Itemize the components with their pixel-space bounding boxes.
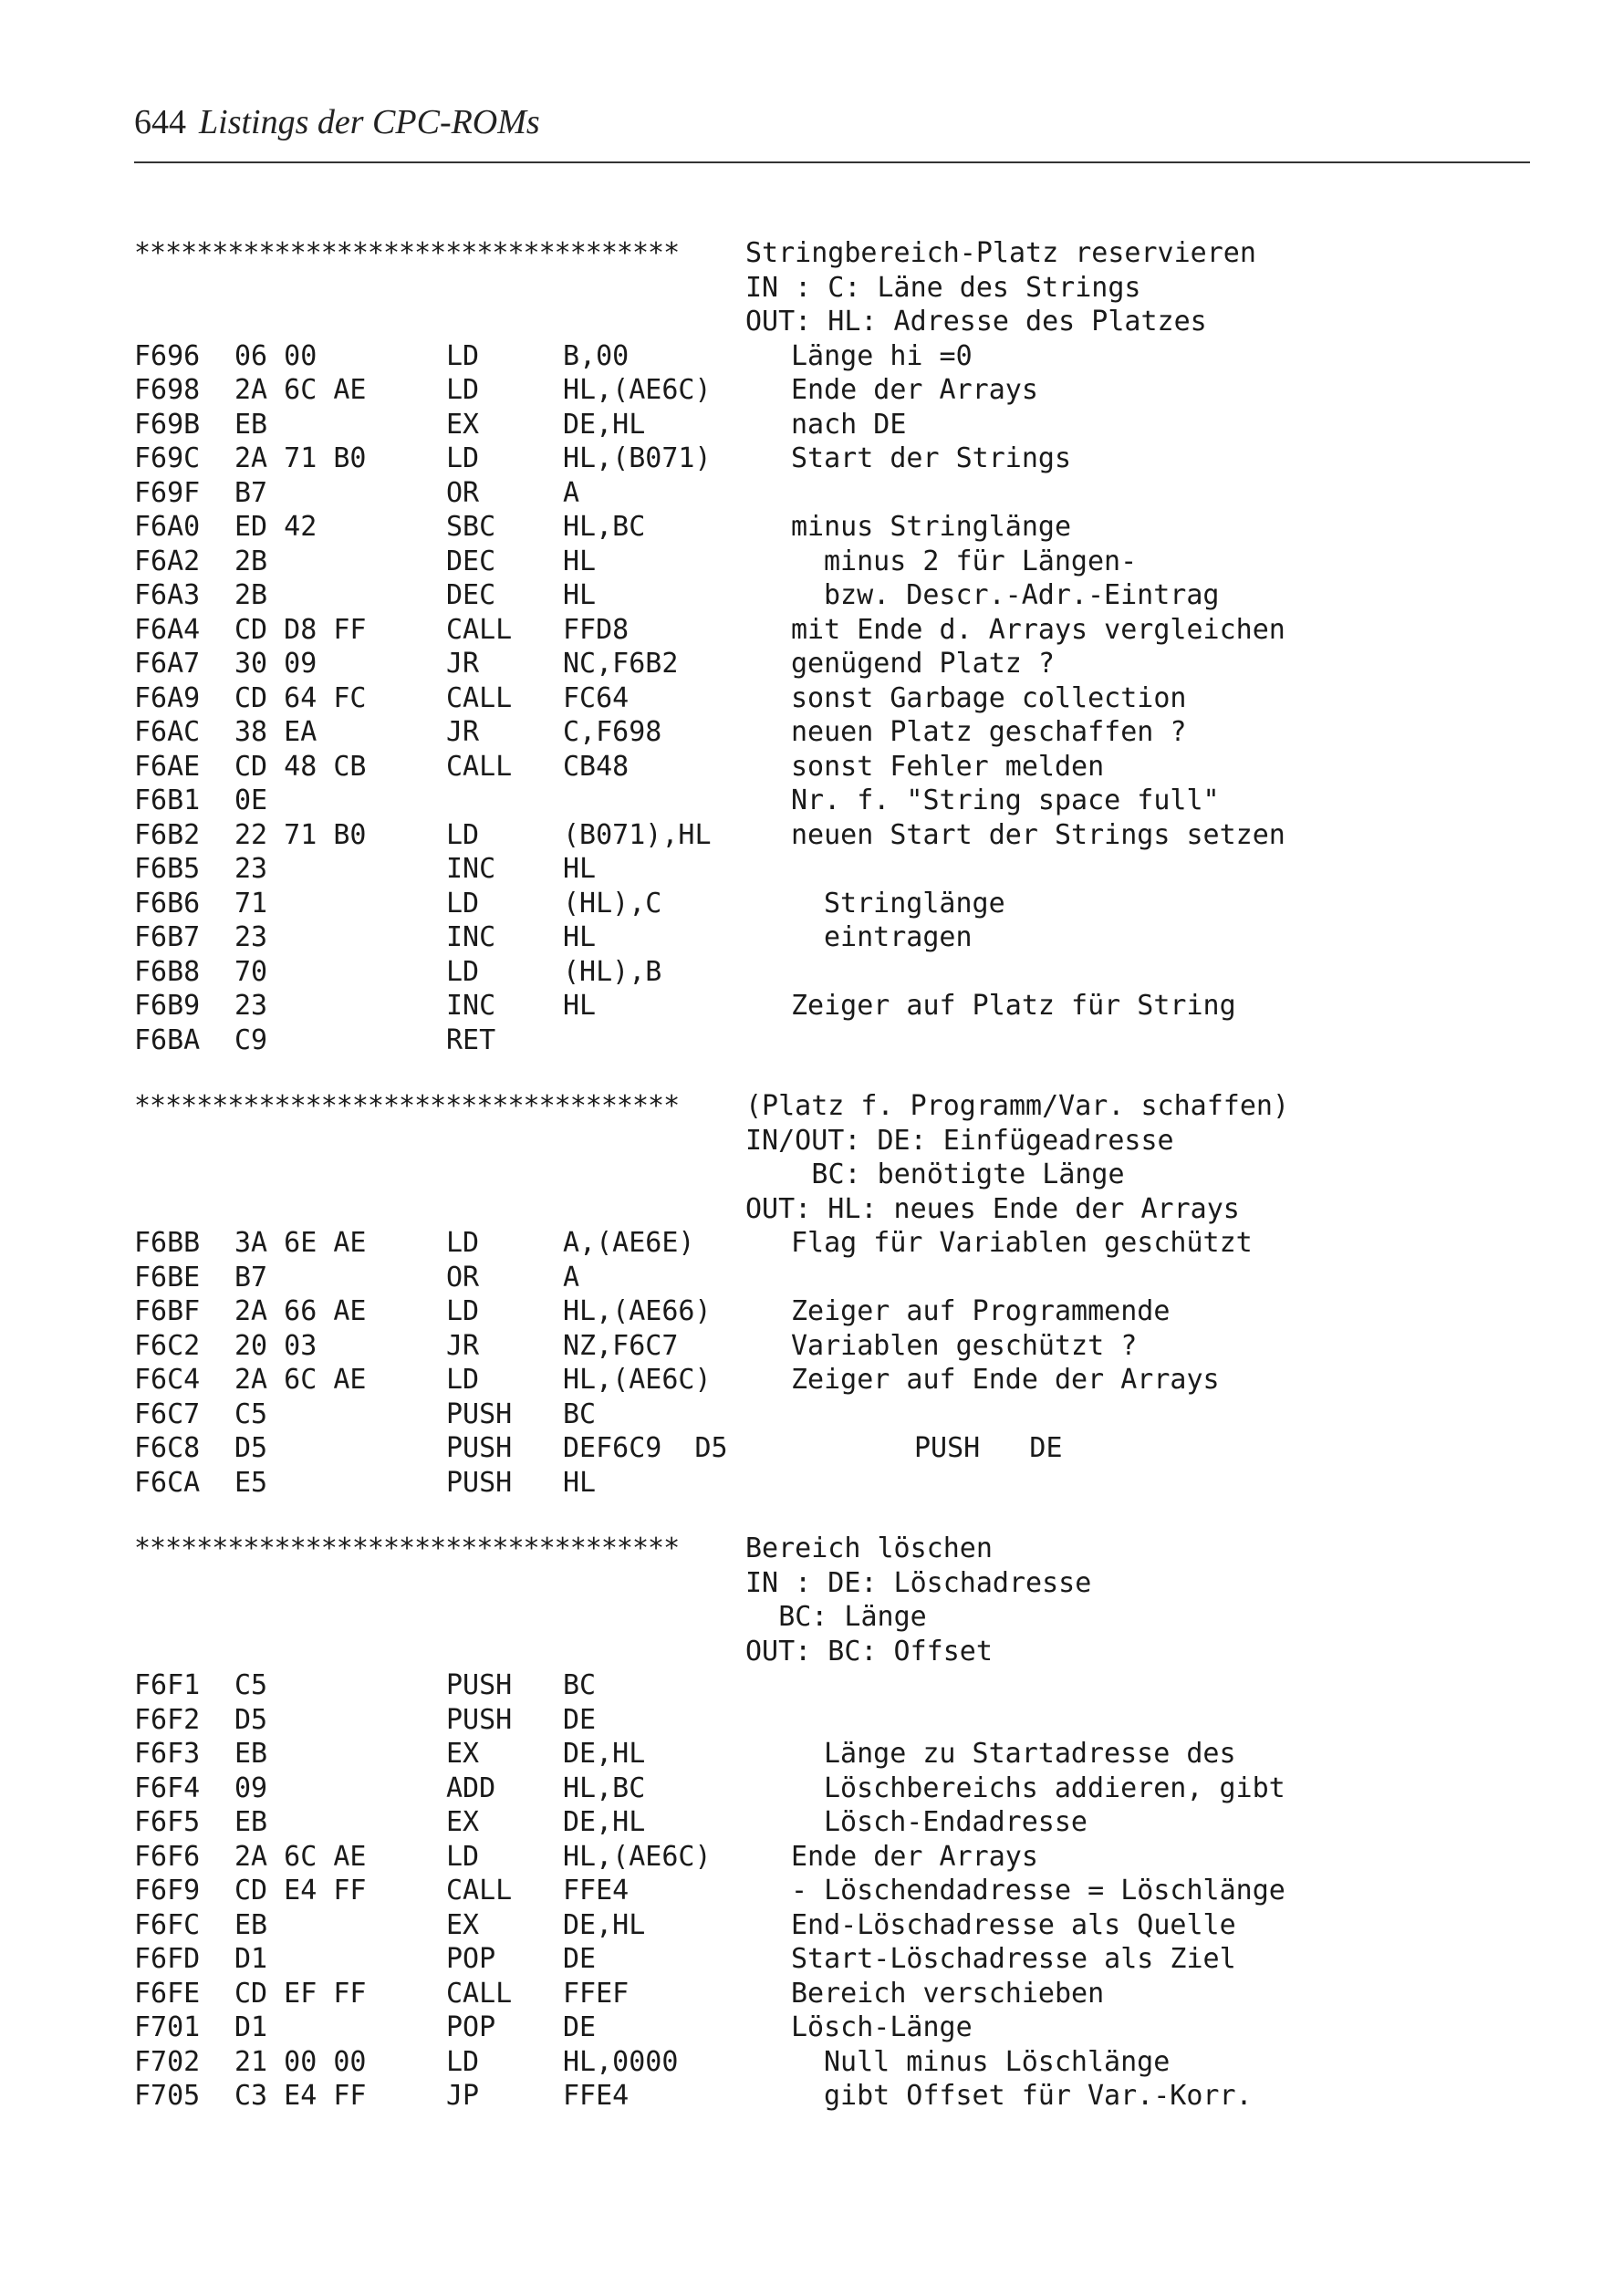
comment: minus 2 für Längen- bbox=[824, 545, 1138, 577]
operand: A bbox=[563, 1261, 580, 1293]
separator-stars: *********************************** bbox=[134, 1090, 680, 1122]
separator-stars: *********************************** bbox=[134, 237, 680, 269]
opcode-bytes: 20 03 bbox=[234, 1329, 317, 1362]
mnemonic: DEC bbox=[446, 579, 496, 611]
address: F6BA bbox=[134, 1023, 201, 1056]
comment: eintragen bbox=[824, 921, 973, 953]
listing-row bbox=[134, 2046, 1530, 2081]
operand: HL,(B071) bbox=[563, 442, 712, 474]
comment: minus Stringlänge bbox=[791, 511, 1072, 543]
mnemonic: LD bbox=[446, 374, 480, 406]
comment: Zeiger auf Programmende bbox=[791, 1295, 1171, 1327]
mnemonic: LD bbox=[446, 1840, 480, 1873]
address: F6F2 bbox=[134, 1703, 201, 1736]
operand: NC,F6B2 bbox=[563, 648, 679, 680]
mnemonic: OR bbox=[446, 1261, 480, 1293]
comment: bzw. Descr.-Adr.-Eintrag bbox=[824, 579, 1220, 611]
operand: DE bbox=[563, 1943, 597, 1975]
listing-row bbox=[134, 784, 1530, 819]
opcode-bytes: 38 EA bbox=[234, 716, 317, 748]
mnemonic: LD bbox=[446, 339, 480, 372]
address: F6F3 bbox=[134, 1738, 201, 1770]
mnemonic: INC bbox=[446, 990, 496, 1022]
opcode-bytes: 2A 6C AE bbox=[234, 1364, 367, 1396]
operand: DEF6C9 D5 bbox=[563, 1432, 728, 1464]
mnemonic: JR bbox=[446, 1329, 480, 1362]
address: F6F5 bbox=[134, 1806, 201, 1838]
listing-row bbox=[134, 888, 1530, 922]
operand: BC bbox=[563, 1397, 597, 1430]
address: F6B7 bbox=[134, 921, 201, 953]
operand: A bbox=[563, 476, 580, 509]
comment: Ende der Arrays bbox=[791, 1840, 1038, 1873]
opcode-bytes: 30 09 bbox=[234, 648, 317, 680]
opcode-bytes: 2A 6C AE bbox=[234, 1840, 367, 1873]
operand: (HL),B bbox=[563, 955, 662, 988]
comment: Länge zu Startadresse des bbox=[824, 1738, 1236, 1770]
opcode-bytes: CD EF FF bbox=[234, 1977, 367, 2010]
operand: C,F698 bbox=[563, 716, 662, 748]
comment: Start-Löschadresse als Ziel bbox=[791, 1943, 1236, 1975]
listing-row bbox=[134, 477, 1530, 512]
listing-row bbox=[134, 648, 1530, 682]
address: F6B2 bbox=[134, 818, 201, 851]
address: F6B9 bbox=[134, 990, 201, 1022]
section-header-line bbox=[134, 272, 1530, 306]
header-text: OUT: BC: Offset bbox=[745, 1635, 993, 1667]
listing-row bbox=[134, 614, 1530, 649]
address: F6C4 bbox=[134, 1364, 201, 1396]
opcode-bytes: D1 bbox=[234, 1943, 268, 1975]
section-header-line bbox=[134, 1567, 1530, 1602]
section-header-line bbox=[134, 1125, 1530, 1159]
address: F6A4 bbox=[134, 613, 201, 646]
listing-row bbox=[134, 2080, 1530, 2114]
address: F69C bbox=[134, 442, 201, 474]
listing-row bbox=[134, 1841, 1530, 1875]
address: F6AE bbox=[134, 750, 201, 783]
operand: HL bbox=[563, 545, 597, 577]
listing-row bbox=[134, 409, 1530, 443]
listing-row bbox=[134, 1330, 1530, 1365]
opcode-bytes: 2B bbox=[234, 545, 268, 577]
opcode-bytes: B7 bbox=[234, 476, 268, 509]
comment: nach DE bbox=[791, 408, 907, 441]
address: F6A7 bbox=[134, 648, 201, 680]
operand: DE bbox=[563, 2011, 597, 2043]
operand: CB48 bbox=[563, 750, 630, 783]
header-rule bbox=[134, 161, 1530, 163]
page-header bbox=[134, 102, 540, 142]
operand: (HL),C bbox=[563, 887, 662, 919]
mnemonic: PUSH bbox=[446, 1703, 513, 1736]
opcode-bytes: ED 42 bbox=[234, 511, 317, 543]
opcode-bytes: EB bbox=[234, 1806, 268, 1838]
opcode-bytes: 23 bbox=[234, 990, 268, 1022]
opcode-bytes: 3A 6E AE bbox=[234, 1227, 367, 1259]
operand: FFE4 bbox=[563, 2080, 630, 2112]
mnemonic: ADD bbox=[446, 1771, 496, 1804]
comment: gibt Offset für Var.-Korr. bbox=[824, 2080, 1253, 2112]
mnemonic: LD bbox=[446, 887, 480, 919]
opcode-bytes: CD 64 FC bbox=[234, 681, 367, 714]
mnemonic: LD bbox=[446, 818, 480, 851]
opcode-bytes: 21 00 00 bbox=[234, 2045, 367, 2078]
operand: HL bbox=[563, 579, 597, 611]
address: F6BF bbox=[134, 1295, 201, 1327]
listing-row bbox=[134, 990, 1530, 1024]
mnemonic: LD bbox=[446, 1227, 480, 1259]
listing-row bbox=[134, 1432, 1530, 1467]
operand: DE,HL bbox=[563, 1908, 646, 1941]
page-number: 644 bbox=[134, 103, 186, 141]
listing-row bbox=[134, 442, 1530, 477]
opcode-bytes: EB bbox=[234, 1908, 268, 1941]
address: F6A3 bbox=[134, 579, 201, 611]
listing-row bbox=[134, 2011, 1530, 2046]
operand: HL,(AE6C) bbox=[563, 1840, 712, 1873]
listing-section bbox=[134, 1090, 1530, 1501]
header-text: (Platz f. Programm/Var. schaffen) bbox=[745, 1090, 1290, 1122]
comment: End-Löschadresse als Quelle bbox=[791, 1908, 1236, 1941]
section-header-line bbox=[134, 1158, 1530, 1193]
mnemonic: CALL bbox=[446, 1875, 513, 1906]
listing-row bbox=[134, 1669, 1530, 1704]
comment: PUSH DE bbox=[914, 1432, 1063, 1464]
assembly-listing bbox=[134, 237, 1530, 2114]
mnemonic: EX bbox=[446, 1738, 480, 1770]
opcode-bytes: 2A 71 B0 bbox=[234, 442, 367, 474]
opcode-bytes: 23 bbox=[234, 853, 268, 885]
header-text: Stringbereich-Platz reservieren bbox=[745, 237, 1256, 269]
address: F6FE bbox=[134, 1977, 201, 2010]
opcode-bytes: B7 bbox=[234, 1261, 268, 1293]
operand: HL,BC bbox=[563, 1771, 646, 1804]
listing-row bbox=[134, 716, 1530, 751]
address: F69B bbox=[134, 408, 201, 441]
page-title: Listings der CPC-ROMs bbox=[199, 103, 540, 141]
comment: Länge hi =0 bbox=[791, 339, 973, 372]
comment: mit Ende d. Arrays vergleichen bbox=[791, 613, 1285, 646]
operand: HL,0000 bbox=[563, 2045, 679, 2078]
comment: sonst Garbage collection bbox=[791, 681, 1187, 714]
address: F6F6 bbox=[134, 1840, 201, 1873]
operand: B,00 bbox=[563, 339, 630, 372]
comment: - Löschendadresse = Löschlänge bbox=[791, 1875, 1285, 1906]
mnemonic: SBC bbox=[446, 511, 496, 543]
mnemonic: CALL bbox=[446, 1977, 513, 2010]
opcode-bytes: E5 bbox=[234, 1466, 268, 1499]
header-text: OUT: HL: neues Ende der Arrays bbox=[745, 1192, 1240, 1225]
address: F6F9 bbox=[134, 1875, 201, 1906]
address: F701 bbox=[134, 2011, 201, 2043]
comment: Stringlänge bbox=[824, 887, 1005, 919]
comment: neuen Start der Strings setzen bbox=[791, 818, 1285, 851]
mnemonic: PUSH bbox=[446, 1669, 513, 1701]
opcode-bytes: D5 bbox=[234, 1703, 268, 1736]
mnemonic: LD bbox=[446, 955, 480, 988]
comment: Zeiger auf Platz für String bbox=[791, 990, 1236, 1022]
opcode-bytes: 22 71 B0 bbox=[234, 818, 367, 851]
operand: FC64 bbox=[563, 681, 630, 714]
opcode-bytes: 06 00 bbox=[234, 339, 317, 372]
operand: HL,(AE6C) bbox=[563, 374, 712, 406]
address: F6B5 bbox=[134, 853, 201, 885]
mnemonic: JP bbox=[446, 2080, 480, 2112]
operand: HL bbox=[563, 853, 597, 885]
opcode-bytes: 09 bbox=[234, 1771, 268, 1804]
mnemonic: DEC bbox=[446, 545, 496, 577]
address: F6AC bbox=[134, 716, 201, 748]
mnemonic: EX bbox=[446, 1908, 480, 1941]
listing-row bbox=[134, 1704, 1530, 1739]
comment: Lösch-Endadresse bbox=[824, 1806, 1087, 1838]
operand: FFE4 bbox=[563, 1875, 630, 1906]
address: F6FC bbox=[134, 1908, 201, 1941]
opcode-bytes: EB bbox=[234, 408, 268, 441]
operand: DE,HL bbox=[563, 1738, 646, 1770]
comment: neuen Platz geschaffen ? bbox=[791, 716, 1187, 748]
comment: Variablen geschützt ? bbox=[791, 1329, 1138, 1362]
mnemonic: CALL bbox=[446, 681, 513, 714]
opcode-bytes: 71 bbox=[234, 887, 268, 919]
listing-row bbox=[134, 1943, 1530, 1978]
operand: DE,HL bbox=[563, 1806, 646, 1838]
address: F6C2 bbox=[134, 1329, 201, 1362]
opcode-bytes: CD D8 FF bbox=[234, 613, 367, 646]
address: F6C8 bbox=[134, 1432, 201, 1464]
header-text: BC: Länge bbox=[778, 1601, 927, 1633]
operand: HL bbox=[563, 990, 597, 1022]
opcode-bytes: C5 bbox=[234, 1397, 268, 1430]
comment: Zeiger auf Ende der Arrays bbox=[791, 1364, 1220, 1396]
listing-row bbox=[134, 1467, 1530, 1501]
operand: DE,HL bbox=[563, 408, 646, 441]
address: F6A0 bbox=[134, 511, 201, 543]
comment: sonst Fehler melden bbox=[791, 750, 1105, 783]
listing-row bbox=[134, 1364, 1530, 1398]
mnemonic: CALL bbox=[446, 750, 513, 783]
section-header-line bbox=[134, 1636, 1530, 1670]
address: F6A9 bbox=[134, 681, 201, 714]
operand: FFEF bbox=[563, 1977, 630, 2010]
opcode-bytes: EB bbox=[234, 1738, 268, 1770]
opcode-bytes: C9 bbox=[234, 1023, 268, 1056]
comment: Lösch-Länge bbox=[791, 2011, 973, 2043]
address: F6FD bbox=[134, 1943, 201, 1975]
listing-row bbox=[134, 956, 1530, 991]
operand: BC bbox=[563, 1669, 597, 1701]
mnemonic: LD bbox=[446, 1295, 480, 1327]
operand: HL,BC bbox=[563, 511, 646, 543]
operand: DE bbox=[563, 1703, 597, 1736]
mnemonic: INC bbox=[446, 921, 496, 953]
opcode-bytes: 2A 6C AE bbox=[234, 374, 367, 406]
listing-row bbox=[134, 853, 1530, 888]
comment: Null minus Löschlänge bbox=[824, 2045, 1171, 2078]
opcode-bytes: C3 E4 FF bbox=[234, 2080, 367, 2112]
listing-row bbox=[134, 340, 1530, 375]
address: F69F bbox=[134, 476, 201, 509]
opcode-bytes: CD E4 FF bbox=[234, 1875, 367, 1906]
mnemonic: POP bbox=[446, 2011, 496, 2043]
listing-row bbox=[134, 1806, 1530, 1841]
address: F6F4 bbox=[134, 1771, 201, 1804]
comment: Start der Strings bbox=[791, 442, 1072, 474]
operand: HL bbox=[563, 1466, 597, 1499]
address: F6CA bbox=[134, 1466, 201, 1499]
listing-row bbox=[134, 1738, 1530, 1772]
address: F696 bbox=[134, 339, 201, 372]
opcode-bytes: D1 bbox=[234, 2011, 268, 2043]
operand: NZ,F6C7 bbox=[563, 1329, 679, 1362]
listing-row bbox=[134, 1227, 1530, 1262]
section-header-line bbox=[134, 1090, 1530, 1125]
listing-row bbox=[134, 545, 1530, 580]
address: F6C7 bbox=[134, 1397, 201, 1430]
address: F6B8 bbox=[134, 955, 201, 988]
listing-row bbox=[134, 1772, 1530, 1807]
section-header-line bbox=[134, 1193, 1530, 1228]
opcode-bytes: 23 bbox=[234, 921, 268, 953]
listing-row bbox=[134, 1398, 1530, 1433]
address: F6A2 bbox=[134, 545, 201, 577]
mnemonic: PUSH bbox=[446, 1432, 513, 1464]
address: F702 bbox=[134, 2045, 201, 2078]
operand: FFD8 bbox=[563, 613, 630, 646]
header-text: Bereich löschen bbox=[745, 1532, 993, 1564]
mnemonic: CALL bbox=[446, 613, 513, 646]
listing-row bbox=[134, 1875, 1530, 1909]
section-header-line bbox=[134, 1601, 1530, 1636]
opcode-bytes: 2B bbox=[234, 579, 268, 611]
mnemonic: EX bbox=[446, 408, 480, 441]
listing-row bbox=[134, 374, 1530, 409]
comment: Ende der Arrays bbox=[791, 374, 1038, 406]
header-text: IN : C: Läne des Strings bbox=[745, 271, 1141, 304]
address: F6B6 bbox=[134, 887, 201, 919]
mnemonic: POP bbox=[446, 1943, 496, 1975]
comment: Löschbereichs addieren, gibt bbox=[824, 1771, 1285, 1804]
section-header-line bbox=[134, 1532, 1530, 1567]
header-text: BC: benötigte Länge bbox=[811, 1158, 1125, 1190]
listing-row bbox=[134, 921, 1530, 956]
comment: Nr. f. "String space full" bbox=[791, 784, 1220, 816]
comment: genügend Platz ? bbox=[791, 648, 1055, 680]
listing-row bbox=[134, 819, 1530, 854]
header-text: OUT: HL: Adresse des Platzes bbox=[745, 306, 1207, 338]
mnemonic: PUSH bbox=[446, 1466, 513, 1499]
listing-row bbox=[134, 682, 1530, 717]
operand: (B071),HL bbox=[563, 818, 712, 851]
mnemonic: PUSH bbox=[446, 1397, 513, 1430]
mnemonic: EX bbox=[446, 1806, 480, 1838]
listing-row bbox=[134, 751, 1530, 785]
mnemonic: LD bbox=[446, 442, 480, 474]
opcode-bytes: 2A 66 AE bbox=[234, 1295, 367, 1327]
mnemonic: JR bbox=[446, 648, 480, 680]
listing-row bbox=[134, 1024, 1530, 1059]
section-header-line bbox=[134, 237, 1530, 272]
listing-section bbox=[134, 237, 1530, 1058]
address: F6B1 bbox=[134, 784, 201, 816]
address: F6BB bbox=[134, 1227, 201, 1259]
listing-row bbox=[134, 1978, 1530, 2012]
operand: A,(AE6E) bbox=[563, 1227, 695, 1259]
address: F698 bbox=[134, 374, 201, 406]
listing-section bbox=[134, 1532, 1530, 2114]
opcode-bytes: CD 48 CB bbox=[234, 750, 367, 783]
opcode-bytes: 70 bbox=[234, 955, 268, 988]
operand: HL,(AE6C) bbox=[563, 1364, 712, 1396]
listing-row bbox=[134, 1295, 1530, 1330]
operand: HL,(AE66) bbox=[563, 1295, 712, 1327]
mnemonic: JR bbox=[446, 716, 480, 748]
listing-row bbox=[134, 1909, 1530, 1944]
address: F705 bbox=[134, 2080, 201, 2112]
comment: Bereich verschieben bbox=[791, 1977, 1105, 2010]
mnemonic: LD bbox=[446, 2045, 480, 2078]
separator-stars: *********************************** bbox=[134, 1532, 680, 1564]
listing-row bbox=[134, 579, 1530, 614]
address: F6F1 bbox=[134, 1669, 201, 1701]
opcode-bytes: 0E bbox=[234, 784, 268, 816]
mnemonic: INC bbox=[446, 853, 496, 885]
listing-row bbox=[134, 511, 1530, 545]
opcode-bytes: D5 bbox=[234, 1432, 268, 1464]
header-text: IN : DE: Löschadresse bbox=[745, 1566, 1092, 1599]
section-header-line bbox=[134, 306, 1530, 340]
mnemonic: LD bbox=[446, 1364, 480, 1396]
comment: Flag für Variablen geschützt bbox=[791, 1227, 1253, 1259]
opcode-bytes: C5 bbox=[234, 1669, 268, 1701]
header-text: IN/OUT: DE: Einfügeadresse bbox=[745, 1124, 1174, 1157]
mnemonic: OR bbox=[446, 476, 480, 509]
operand: HL bbox=[563, 921, 597, 953]
listing-row bbox=[134, 1262, 1530, 1296]
mnemonic: RET bbox=[446, 1023, 496, 1056]
address: F6BE bbox=[134, 1261, 201, 1293]
